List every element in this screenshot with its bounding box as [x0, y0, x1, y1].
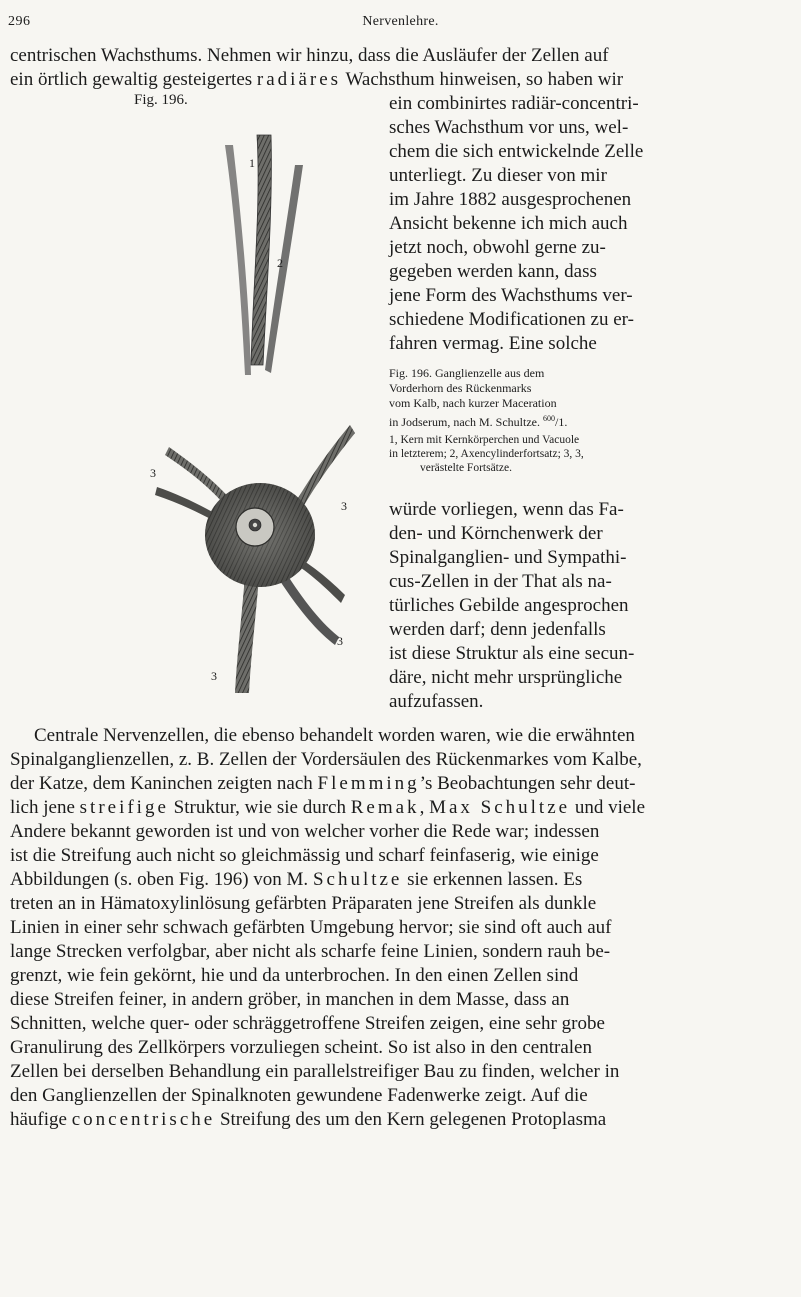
text-line: der Katze, dem Kaninchen zeigten nach Flemming’s Beobachtungen sehr deut-	[10, 773, 636, 794]
text-line: däre, nicht mehr ursprüngliche	[389, 667, 623, 688]
text-line: chem die sich entwickelnde Zelle	[389, 141, 644, 162]
mark-3: 3	[337, 634, 343, 648]
mark-3: 3	[341, 499, 347, 513]
running-title: Nervenlehre.	[362, 14, 439, 29]
figure-caption: in Jodserum, nach M. Schultze. $^{600}$/1.	[389, 414, 568, 429]
text-line: Granulirung des Zellkörpers vorzuliegen scheint. So ist also in den centralen	[10, 1037, 592, 1058]
text-line: im Jahre 1882 ausgesprochenen	[389, 189, 632, 210]
text-line: gegeben werden kann, dass	[389, 261, 597, 282]
text-line: häufige concentrische Streifung des um den Kern gelegenen Protoplasma	[10, 1109, 607, 1130]
text-line: Zellen bei derselben Behandlung ein parallelstreifiger Bau zu finden, welcher in	[10, 1061, 620, 1082]
text-line: jene Form des Wachsthums ver-	[389, 285, 633, 306]
text-line: Centrale Nervenzellen, die ebenso behandelt worden waren, wie die erwähnten	[34, 725, 635, 746]
text-line: Ansicht bekenne ich mich auch	[389, 213, 628, 234]
text-line: grenzt, wie fein gekörnt, hie und da unterbrochen. In den einen Zellen sind	[10, 965, 579, 986]
text-line: ist diese Struktur als eine secun-	[389, 643, 635, 664]
mark-3: 3	[211, 669, 217, 683]
text-line: ist die Streifung auch nicht so gleichmässig und scharf feinfaserig, wie einige	[10, 845, 599, 866]
text-line: Spinalganglienzellen, z. B. Zellen der Vordersäulen des Rückenmarkes vom Kalbe,	[10, 749, 642, 770]
mark-1: 1	[249, 156, 255, 170]
text-line: lange Strecken verfolgbar, aber nicht als scharfe feine Linien, sondern rauh be-	[10, 941, 611, 962]
text-line: Spinalganglien- und Sympathi-	[389, 547, 627, 568]
text-line: lich jene streifige Struktur, wie sie durch Remak, Max Schultze und viele	[10, 797, 646, 818]
text-line: ein örtlich gewaltig gesteigertes radiäres Wachsthum hinweisen, so haben wir	[10, 69, 624, 90]
text-line: würde vorliegen, wenn das Fa-	[389, 499, 624, 520]
text-line: sches Wachsthum vor uns, wel-	[389, 117, 629, 138]
mark-3: 3	[150, 466, 156, 480]
figure-legend: 1, Kern mit Kernkörperchen und Vacuole	[389, 434, 580, 446]
text-line: treten an in Hämatoxylinlösung gefärbten Präparaten jene Streifen als dunkle	[10, 893, 597, 914]
text-line: unterliegt. Zu dieser von mir	[389, 165, 607, 186]
text-line: den Ganglienzellen der Spinalknoten gewundene Fadenwerke zeigt. Auf die	[10, 1085, 588, 1106]
text-line: cus-Zellen in der That als na-	[389, 571, 612, 592]
text-line: Andere bekannt geworden ist und von welcher vorher die Rede war; indessen	[10, 821, 600, 842]
text-line: jetzt noch, obwohl gerne zu-	[389, 237, 606, 258]
text-line: aufzufassen.	[389, 691, 484, 712]
figure-legend: verästelte Fortsätze.	[420, 462, 512, 474]
text-line: Abbildungen (s. oben Fig. 196) von M. Schultze sie erkennen lassen. Es	[10, 869, 583, 890]
text-line: ein combinirtes radiär-concentri-	[389, 93, 639, 114]
ganglion-cell-figure	[145, 125, 360, 695]
mark-2: 2	[277, 256, 283, 270]
figure-legend: in letzterem; 2, Axencylinderfortsatz; 3, 3,	[389, 448, 584, 460]
text-line: Schnitten, welche quer- oder schräggetroffene Streifen zeigen, eine sehr grobe	[10, 1013, 605, 1034]
text-line: fahren vermag. Eine solche	[389, 333, 597, 354]
figure-caption: vom Kalb, nach kurzer Maceration	[389, 396, 557, 410]
figure-caption: Vorderhorn des Rückenmarks	[389, 381, 532, 395]
figure-label: Fig. 196.	[134, 92, 188, 108]
text-line: werden darf; denn jedenfalls	[389, 619, 606, 640]
text-line: Linien in einer sehr schwach gefärbten Umgebung hervor; sie sind oft auch auf	[10, 917, 612, 938]
figure-caption: Fig. 196. Ganglienzelle aus dem	[389, 366, 545, 380]
text-line: schiedene Modificationen zu er-	[389, 309, 634, 330]
text-line: diese Streifen feiner, in andern gröber, in manchen in dem Masse, dass an	[10, 989, 570, 1010]
running-header	[0, 14, 801, 38]
text-line: türliches Gebilde angesprochen	[389, 595, 629, 616]
text-line: centrischen Wachsthums. Nehmen wir hinzu, dass die Ausläufer der Zellen auf	[10, 45, 609, 66]
text-line: den- und Körnchenwerk der	[389, 523, 603, 544]
page-number: 296	[8, 14, 31, 29]
